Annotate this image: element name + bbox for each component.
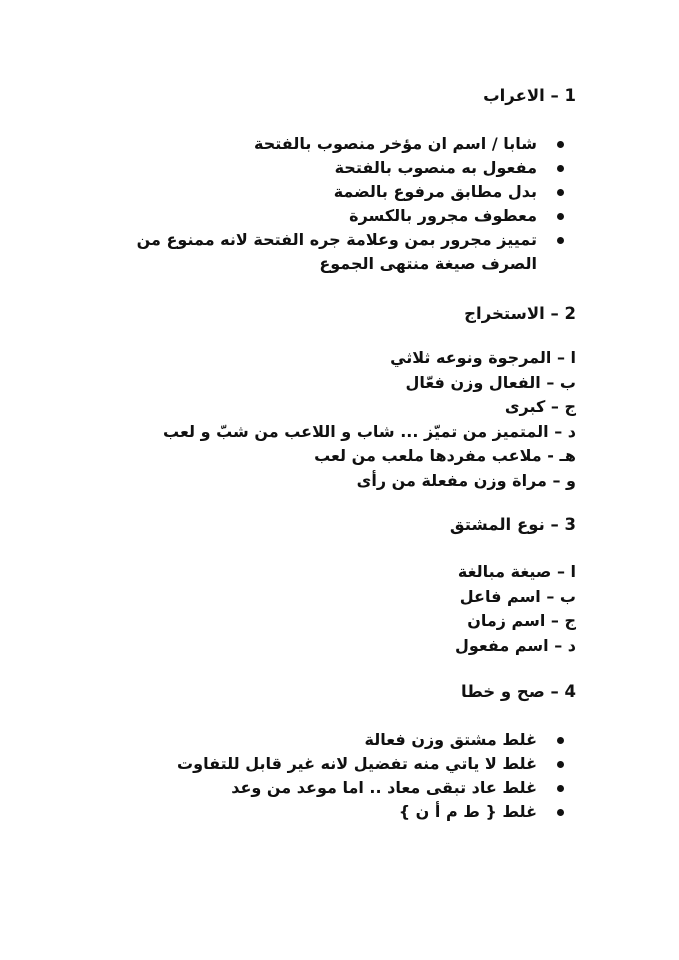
bullet-icon	[557, 809, 564, 816]
list-item: ب – اسم فاعل	[459, 586, 576, 606]
list-item: مفعول به منصوب بالفتحة	[117, 156, 537, 180]
list-item: تمييز مجرور بمن وعلامة جره الفتحة لانه ممنوع من الصرف صيغة منتهى الجموع	[117, 228, 537, 276]
list-item: ا – المرجوة ونوعه ثلاثي	[390, 348, 576, 367]
section-1-bullet-list	[117, 132, 537, 276]
list-item: ب – الفعال وزن فعّال	[405, 372, 576, 392]
list-item: غلط لا ياتي منه تفضيل لانه غير قابل للتفاوت	[117, 752, 537, 776]
section-2-heading: 2 – الاستخراج	[464, 304, 576, 323]
list-item: شابا / اسم ان مؤخر منصوب بالفتحة	[117, 132, 537, 156]
list-item: ج – اسم زمان	[467, 611, 576, 630]
bullet-icon	[557, 237, 564, 244]
bullet-icon	[557, 213, 564, 220]
bullet-icon	[557, 785, 564, 792]
bullet-icon	[557, 189, 564, 196]
list-item: و – مراة وزن مفعلة من رأى	[356, 470, 576, 490]
list-item: ج – كبرى	[504, 397, 576, 416]
list-item: بدل مطابق مرفوع بالضمة	[117, 180, 537, 204]
section-4-heading: 4 – صح و خطا	[461, 682, 576, 701]
section-3-heading: 3 – نوع المشتق	[449, 515, 576, 534]
bullet-icon	[557, 165, 564, 172]
section-1-heading: 1 – الاعراب	[483, 86, 576, 105]
list-item: غلط { ط م أ ن }	[117, 800, 537, 824]
section-2-list	[163, 346, 576, 493]
bullet-icon	[557, 737, 564, 744]
bullet-icon	[557, 141, 564, 148]
list-item: هـ - ملاعب مفردها ملعب من لعب	[314, 446, 576, 465]
list-item: ا – صيغة مبالغة	[457, 562, 576, 581]
list-item: غلط مشتق وزن فعالة	[117, 728, 537, 752]
list-item: د – المتميز من تميّز ... شاب و اللاعب من شبّ و لعب	[163, 421, 576, 441]
list-item: د – اسم مفعول	[454, 635, 576, 655]
section-3-list	[455, 560, 576, 658]
section-4-bullet-list	[117, 728, 537, 824]
list-item: غلط عاد تبقى معاد .. اما موعد من وعد	[117, 776, 537, 800]
list-item: معطوف مجرور بالكسرة	[117, 204, 537, 228]
bullet-icon	[557, 761, 564, 768]
